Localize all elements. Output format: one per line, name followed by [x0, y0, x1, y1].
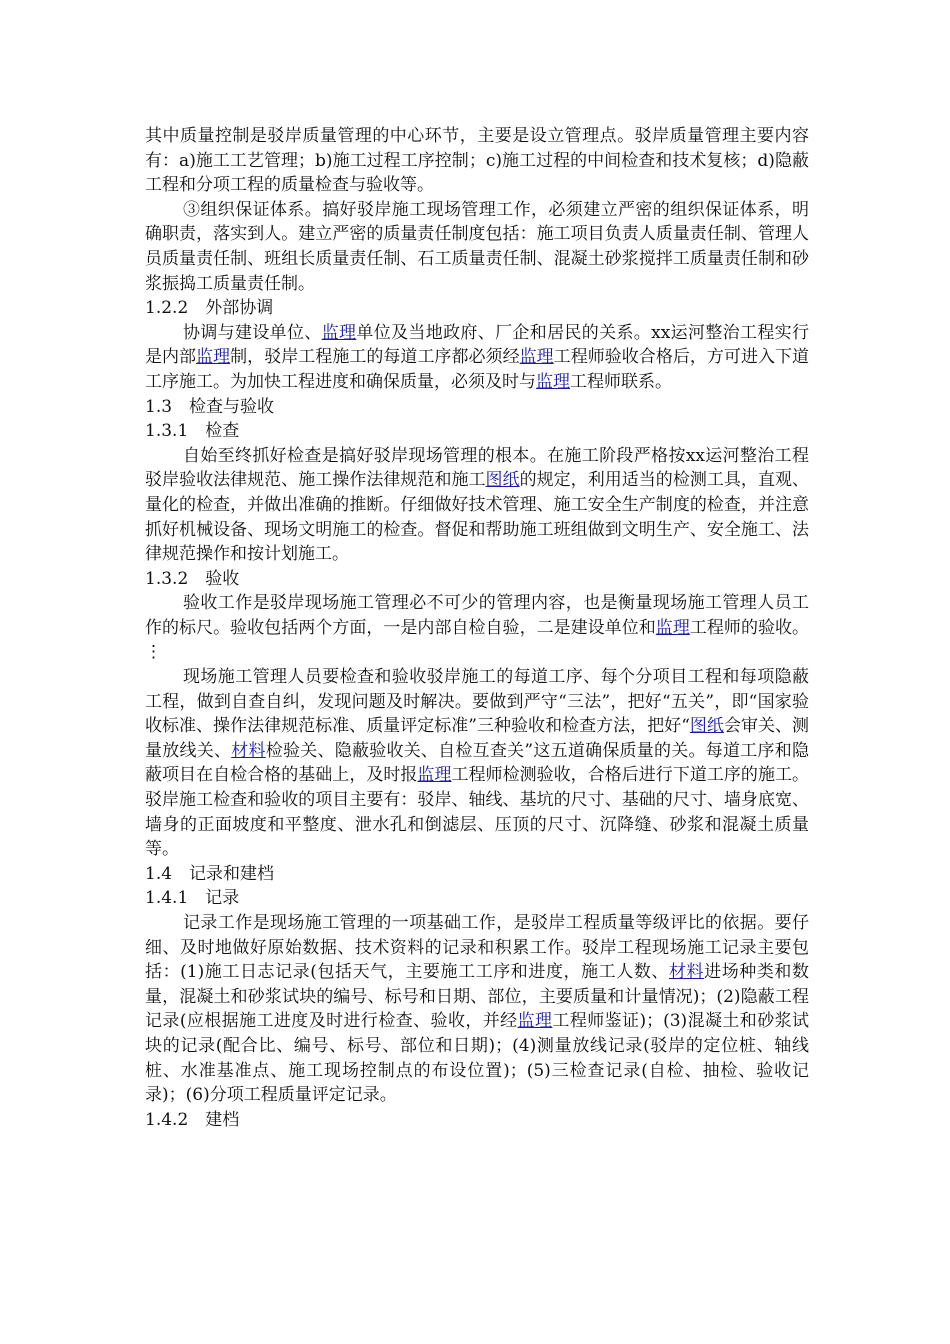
document-body [145, 124, 809, 1132]
text-run: 协调与建设单位、 [183, 322, 322, 343]
paragraph [145, 911, 809, 1108]
text-run: 进场种类和数量，混凝土和砂浆试块的编号、标号和日期、部位，主要质量和计量情况)；(2)隐蔽工程记录(应根据施工进度及时进行检查、验收，并经 [145, 962, 810, 1032]
section-heading: 1.3.2 验收 [145, 568, 240, 589]
text-run: 自始至终抓好检查是搞好驳岸现场管理的根本。在施工阶段严格按xx运河整治工程驳岸验收法律规范、施工操作法律规范和施工 [145, 445, 809, 491]
paragraph [145, 321, 809, 395]
text-run: 工程师联系。 [570, 371, 672, 392]
text-run: 验收工作是驳岸现场施工管理必不可少的管理内容，也是衡量现场施工管理人员工作的标尺。验收包括两个方面，一是内部自检自验，二是建设单位和 [145, 593, 809, 638]
text-run: 工程师鉴证)；(3)混凝土和砂浆试块的记录(配合比、编号、标号、部位和日期)；(4)测量放线记录(驳岸的定位桩、轴线桩、水准基准点、施工现场控制点的布设位置)；(5)三检查记录(自检、抽检、验收记录)；(6)分项工程质量评定记录。 [145, 1011, 810, 1106]
text-run: 的规定，利用适当的检测工具，直观、量化的检查，并做出准确的推断。仔细做好技术管理、施工安全生产制度的检查，并注意抓好机械设备、现场文明施工的检查。督促和帮助施工班组做到文明生产、安全施工、法律规范操作和按计划施工。 [145, 470, 810, 565]
text-run: 工程师的验收。⋮ [145, 617, 810, 663]
text-run: ③组织保证体系。搞好驳岸施工现场管理工作，必须建立严密的组织保证体系，明确职责，落实到人。建立严密的质量责任制度包括：施工项目负责人质量责任制、管理人员质量责任制、班组长质量责任制、石工质量责任制、混凝土砂浆搅拌工质量责任制和砂浆振捣工质量责任制。 [145, 199, 809, 294]
hyperlink[interactable]: 图纸 [689, 716, 724, 737]
hyperlink[interactable]: 监理 [536, 371, 570, 392]
text-run: 会审关、测量放线关、 [145, 716, 809, 761]
text-run: 其中质量控制是驳岸质量管理的中心环节，主要是设立管理点。驳岸质量管理主要内容有：a)施工工艺管理；b)施工过程工序控制；c)施工过程的中间检查和技术复核；d)隐蔽工程和分项工程的质量检查与验收等。 [145, 126, 809, 196]
text-run: 现场施工管理人员要检查和验收驳岸施工的每道工序、每个分项目工程和每项隐蔽工程，做到自查自纠，发现问题及时解决。要做到严守“三法”，把好“五关”，即“国家验收标准、操作法律规范标准、质量评定标准”三种验收和检查方法，把好“ [145, 667, 809, 737]
text-run: 单位及当地政府、厂企和居民的关系。xx运河整治工程实行是内部 [145, 322, 810, 368]
hyperlink[interactable]: 监理 [417, 765, 452, 786]
section-heading: 1.2.2 外部协调 [145, 298, 274, 319]
hyperlink[interactable]: 材料 [668, 962, 705, 983]
text-run: 检验关、隐蔽验收关、自检互查关”这五道确保质量的关。每道工序和隐蔽项目在自检合格的基础上，及时报 [145, 740, 810, 786]
hyperlink[interactable]: 监理 [321, 322, 357, 343]
hyperlink[interactable]: 图纸 [485, 470, 520, 491]
hyperlink[interactable]: 监理 [655, 617, 690, 638]
hyperlink[interactable]: 材料 [231, 740, 266, 761]
section-heading: 1.3.1 检查 [145, 421, 240, 442]
paragraph [145, 124, 809, 198]
hyperlink[interactable]: 监理 [517, 1011, 553, 1032]
paragraph [145, 591, 809, 665]
paragraph [145, 444, 809, 567]
section-heading: 1.4.2 建档 [145, 1109, 240, 1130]
section-heading: 1.4 记录和建档 [145, 863, 275, 884]
section-heading: 1.3 检查与验收 [145, 396, 275, 417]
paragraph [145, 198, 809, 296]
hyperlink[interactable]: 监理 [196, 347, 231, 368]
text-run: 工程师检测验收，合格后进行下道工序的施工。驳岸施工检查和验收的项目主要有：驳岸、轴线、基坑的尺寸、基础的尺寸、墙身底宽、墙身的正面坡度和平整度、泄水孔和倒滤层、压顶的尺寸、沉降缝、砂浆和混凝土质量等。 [145, 765, 810, 860]
section-heading: 1.4.1 记录 [145, 888, 240, 909]
paragraph [145, 665, 809, 862]
hyperlink[interactable]: 监理 [519, 347, 554, 368]
text-run: 工程师验收合格后，方可进入下道工序施工。为加快工程进度和确保质量，必须及时与 [145, 347, 810, 392]
text-run: 记录工作是现场施工管理的一项基础工作，是驳岸工程质量等级评比的依据。要仔细、及时地做好原始数据、技术资料的记录和积累工作。驳岸工程现场施工记录主要包括：(1)施工日志记录(包括天气，主要施工工序和进度，施工人数、 [145, 913, 809, 983]
text-run: 制，驳岸工程施工的每道工序都必须经 [230, 347, 520, 368]
